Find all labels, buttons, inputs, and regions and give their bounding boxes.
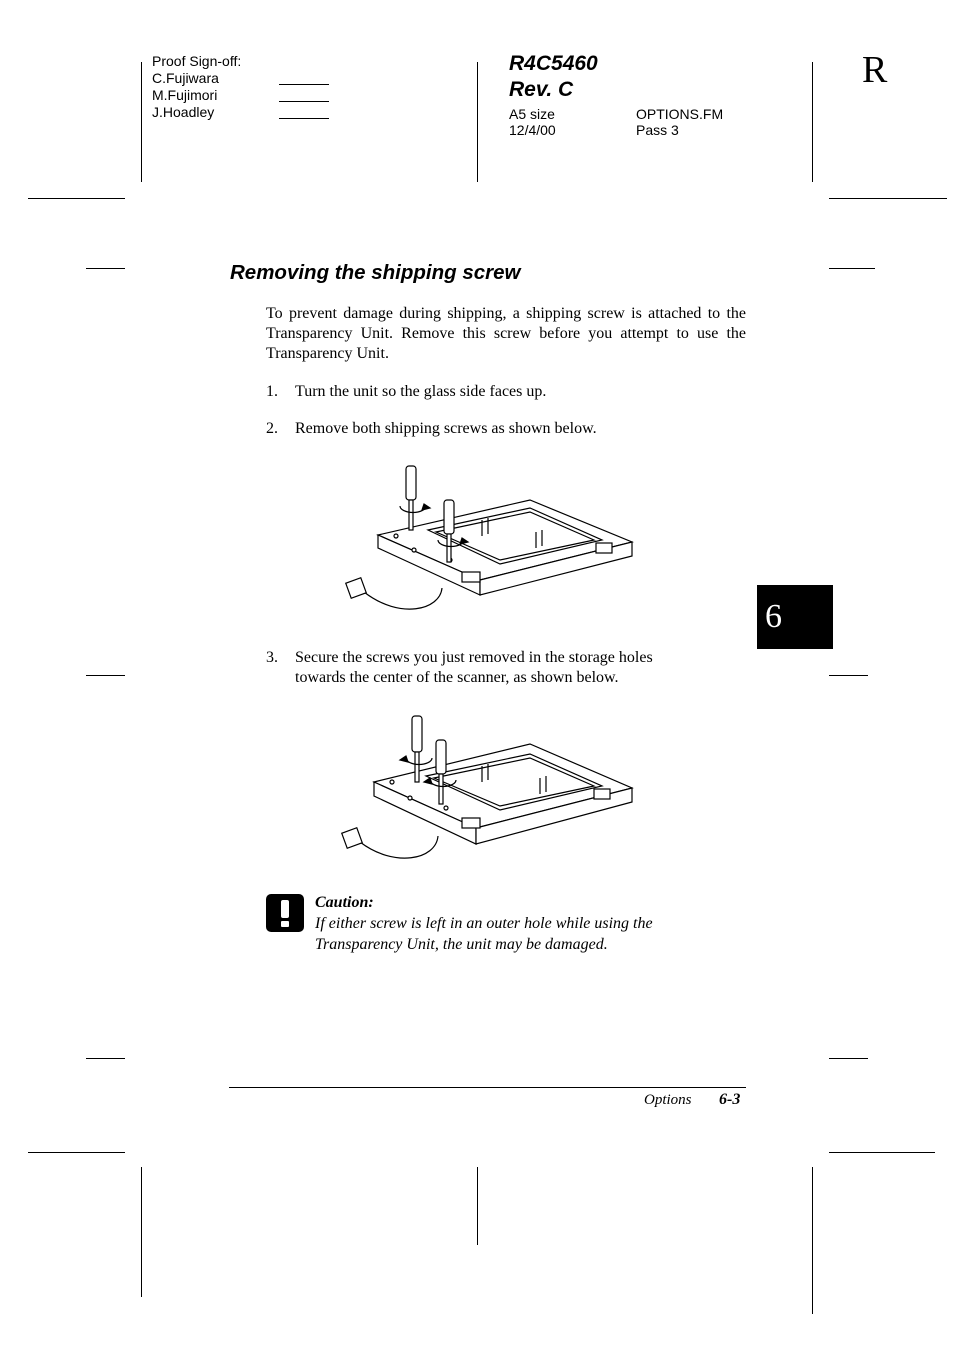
signature-blank <box>279 84 329 85</box>
signoff-name: J.Hoadley <box>152 104 215 120</box>
crop-mark <box>141 62 142 182</box>
crop-mark <box>829 675 868 676</box>
section-title: Removing the shipping screw <box>230 261 521 284</box>
step-text-line2: towards the center of the scanner, as shown below. <box>295 669 619 686</box>
crop-mark <box>829 1152 935 1153</box>
signoff-name: C.Fujiwara <box>152 70 219 86</box>
crop-mark <box>28 1152 125 1153</box>
crop-mark <box>477 1167 478 1245</box>
crop-mark <box>829 1058 868 1059</box>
crop-mark <box>141 1167 142 1297</box>
corner-letter: R <box>862 49 888 91</box>
caution-text-line2: Transparency Unit, the unit may be damaged. <box>315 936 608 953</box>
crop-mark <box>829 198 947 199</box>
model-code: R4C5460 <box>509 52 598 75</box>
step-text-line1: Secure the screws you just removed in the storage holes <box>295 649 653 666</box>
crop-mark <box>812 62 813 182</box>
proof-signoff-title: Proof Sign-off: <box>152 53 242 69</box>
crop-mark <box>477 62 478 182</box>
crop-mark <box>86 675 125 676</box>
crop-mark <box>812 1167 813 1314</box>
chapter-tab <box>757 585 833 649</box>
crop-mark <box>28 198 125 199</box>
signoff-name: M.Fujimori <box>152 87 218 103</box>
caution-icon <box>266 894 304 932</box>
proof-date: 12/4/00 <box>509 122 556 138</box>
step-number: 3. <box>266 649 278 666</box>
pass-number: Pass 3 <box>636 122 679 138</box>
crop-mark <box>829 268 875 269</box>
caution-text-line1: If either screw is left in an outer hole while using the <box>315 915 653 932</box>
step-text: Turn the unit so the glass side faces up. <box>295 383 547 400</box>
step-number: 1. <box>266 383 278 400</box>
chapter-number: 6 <box>765 598 782 635</box>
step-text: Remove both shipping screws as shown below. <box>295 420 597 437</box>
revision-code: Rev. C <box>509 78 574 101</box>
signature-blank <box>279 101 329 102</box>
illustration-store-screws <box>334 710 640 870</box>
illustration-remove-screws <box>340 460 640 620</box>
file-name: OPTIONS.FM <box>636 106 724 122</box>
caution-label: Caution: <box>315 894 374 911</box>
footer-chapter-name: Options <box>644 1092 692 1108</box>
paper-size: A5 size <box>509 106 555 122</box>
step-number: 2. <box>266 420 278 437</box>
signature-blank <box>279 118 329 119</box>
footer-rule <box>229 1087 746 1088</box>
intro-paragraph: To prevent damage during shipping, a shipping screw is attached to the Transparency Unit. Remove this screw before you attempt to use the Transparency Unit. <box>266 305 746 362</box>
crop-mark <box>86 1058 125 1059</box>
crop-mark <box>86 268 125 269</box>
page-number: 6-3 <box>719 1091 741 1108</box>
